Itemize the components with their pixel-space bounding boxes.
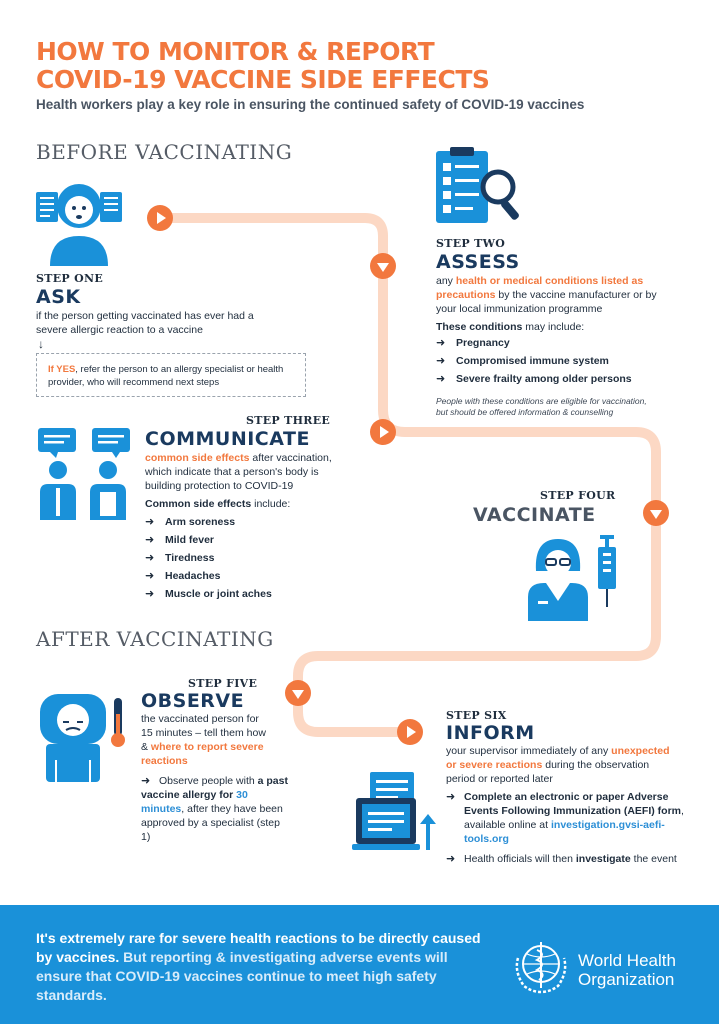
step6-label: STEP SIX [446, 709, 507, 722]
two-people-chat-icon [36, 428, 134, 520]
step1-note: If YES, refer the person to an allergy specialist or health provider, who will recommend next steps [48, 364, 284, 388]
step6-bullet-1: ➜ Complete an electronic or paper Adverse Events Following Immunization (AEFI) form, available online at investigation.gvsi-aefi-tools.org [446, 791, 684, 845]
play-marker-1 [147, 205, 173, 231]
step5-description: the vaccinated person for 15 minutes – tell them how & where to report severe reactions [141, 713, 266, 767]
step2-title: ASSESS [436, 251, 520, 273]
who-emblem-icon [510, 938, 572, 994]
step2-footnote: People with these conditions are eligible for vaccination, but should be offered information & counselling [436, 396, 647, 417]
step4-label: STEP FOUR [540, 489, 616, 502]
step1-down-arrow-icon: ↓ [38, 337, 44, 351]
step5-title: OBSERVE [141, 690, 245, 712]
list-item: ➜ Mild fever [145, 531, 272, 549]
step1-label: STEP ONE [36, 272, 104, 285]
clipboard-magnifier-icon [434, 147, 524, 229]
arrow-right-icon: ➜ [145, 534, 155, 546]
arrow-right-icon: ➜ [436, 337, 446, 349]
page-subtitle: Health workers play a key role in ensuring the continued safety of COVID-19 vaccines [36, 97, 585, 112]
down-marker-1 [370, 253, 396, 279]
step1-description: if the person getting vaccinated has ever had a severe allergic reaction to a vaccine [36, 310, 254, 336]
step2-conditions-heading: These conditions may include: [436, 321, 585, 333]
step3-title: COMMUNICATE [145, 428, 310, 450]
laptop-form-icon [352, 772, 436, 858]
step3-label: STEP THREE [246, 414, 331, 427]
list-item: ➜ Severe frailty among older persons [436, 370, 632, 388]
play-marker-2 [370, 419, 396, 445]
step6-title: INFORM [446, 722, 535, 744]
arrow-right-icon: ➜ [446, 853, 456, 865]
step2-label: STEP TWO [436, 237, 506, 250]
nurse-syringe-icon [524, 531, 624, 621]
section-before: BEFORE VACCINATING [36, 140, 293, 164]
arrow-right-icon: ➜ [145, 588, 155, 600]
patient-thermometer-icon [36, 690, 128, 782]
list-item: ➜ Pregnancy [436, 334, 632, 352]
footer-message: It's extremely rare for severe health reactions to be directly caused by vaccines. But reporting & investigating adverse events will ensure that COVID-19 vaccines continue to meet high safety standards. [36, 930, 481, 1003]
down-marker-3 [285, 680, 311, 706]
down-marker-2 [643, 500, 669, 526]
aefi-link[interactable]: investigation.gvsi-aefi-tools.org [464, 819, 665, 845]
step3-side-effects-list [145, 513, 272, 603]
arrow-right-icon: ➜ [145, 516, 155, 528]
step1-title: ASK [36, 286, 81, 308]
arrow-right-icon: ➜ [141, 775, 151, 787]
list-item: ➜ Headaches [145, 567, 272, 585]
list-item: ➜ Arm soreness [145, 513, 272, 531]
step3-list-heading: Common side effects include: [145, 498, 291, 510]
arrow-right-icon: ➜ [436, 373, 446, 385]
who-name: World Health Organization [578, 951, 676, 989]
arrow-right-icon: ➜ [145, 570, 155, 582]
person-speech-icon [36, 178, 122, 266]
play-marker-3 [397, 719, 423, 745]
list-item: ➜ Muscle or joint aches [145, 585, 272, 603]
step6-description: your supervisor immediately of any unexpected or severe reactions during the observation period or reported later [446, 745, 670, 785]
step5-label: STEP FIVE [188, 677, 258, 690]
step3-description: common side effects after vaccination, which indicate that a person's body is building protection to COVID-19 [145, 452, 332, 492]
section-after: AFTER VACCINATING [36, 627, 274, 651]
step5-bullet: ➜ Observe people with a past vaccine allergy for 30 minutes, after they have been approved by a specialist (step 1) [141, 775, 288, 843]
step6-bullet-2: ➜ Health officials will then investigate the event [446, 853, 677, 865]
step2-description: any health or medical conditions listed as precautions by the vaccine manufacturer or by your local immunization programme [436, 275, 657, 315]
arrow-right-icon: ➜ [145, 552, 155, 564]
page-title: HOW TO MONITOR & REPORT COVID-19 VACCINE SIDE EFFECTS [36, 37, 490, 94]
step2-conditions-list [436, 334, 632, 388]
arrow-right-icon: ➜ [446, 791, 456, 803]
list-item: ➜ Compromised immune system [436, 352, 632, 370]
step4-title: VACCINATE [473, 504, 596, 526]
list-item: ➜ Tiredness [145, 549, 272, 567]
arrow-right-icon: ➜ [436, 355, 446, 367]
